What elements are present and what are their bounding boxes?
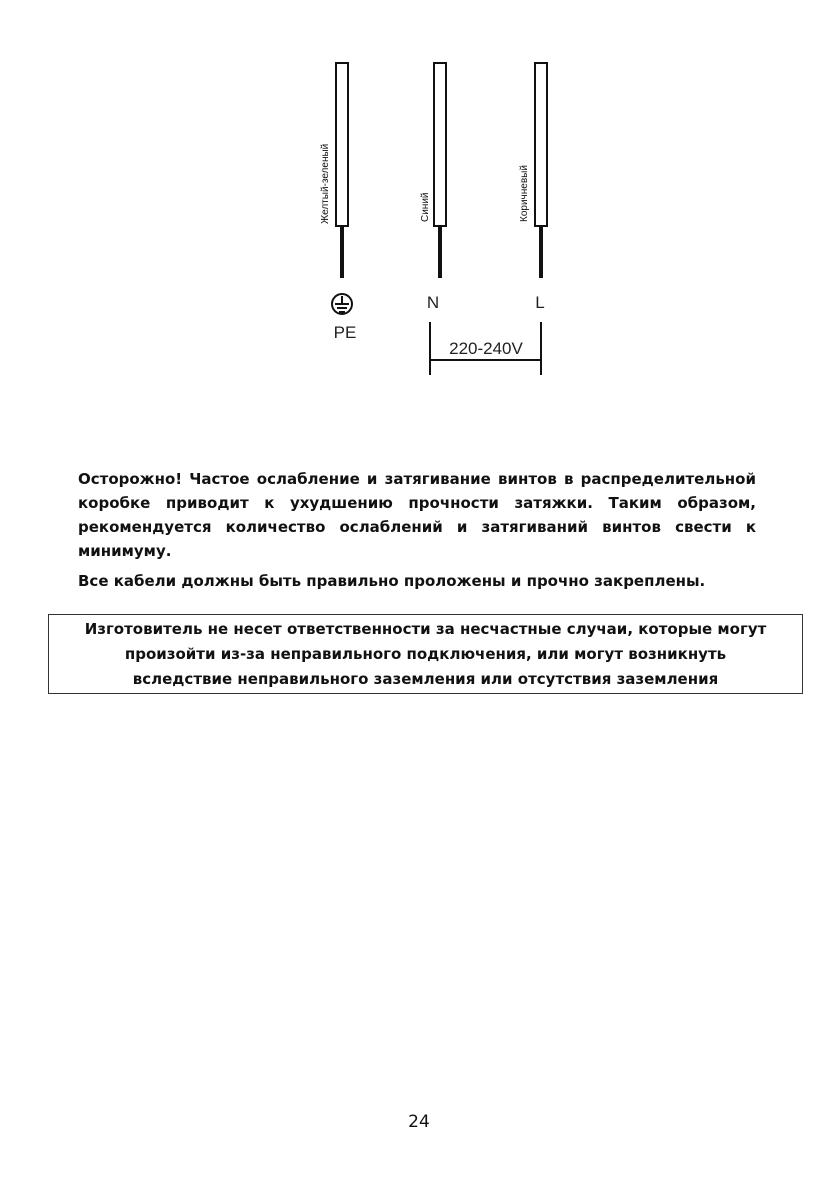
wire-pe-color-label: Желтый-зеленый <box>320 143 331 224</box>
disclaimer-line-1: Изготовитель не несет ответственности за несчастные случаи, которые могут <box>84 619 767 638</box>
ground-icon <box>332 294 352 314</box>
disclaimer-line-3: вследствие неправильного заземления или отсутствия заземления <box>132 669 719 688</box>
wire-pe <box>320 63 348 278</box>
disclaimer-text <box>76 617 776 692</box>
disclaimer-line-2: произойти из-за неправильного подключения, или могут возникнуть <box>124 644 727 663</box>
terminal-label-pe: PE <box>333 323 357 342</box>
voltage-label: 220-240V <box>449 339 523 358</box>
cables-note: Все кабели должны быть правильно проложены и прочно закреплены. <box>78 572 706 590</box>
terminal-label-n: N <box>426 293 440 312</box>
wire-n-color-label: Синий <box>420 192 431 222</box>
warning-paragraph: Осторожно! Частое ослабление и затягивание винтов в распределительной коробке приводит к ухудшению прочности затяжки. Таким образом, рекомендуется количество ослаблений и затягиваний винтов свести к минимуму. <box>78 470 756 560</box>
page-number: 24 <box>408 1112 430 1132</box>
disclaimer-box <box>48 614 803 694</box>
wire-l <box>519 63 547 278</box>
wire-l-color-label: Коричневый <box>519 165 530 222</box>
terminal-label-l: L <box>535 293 545 312</box>
wire-n <box>420 63 446 278</box>
wiring-diagram <box>0 0 838 400</box>
